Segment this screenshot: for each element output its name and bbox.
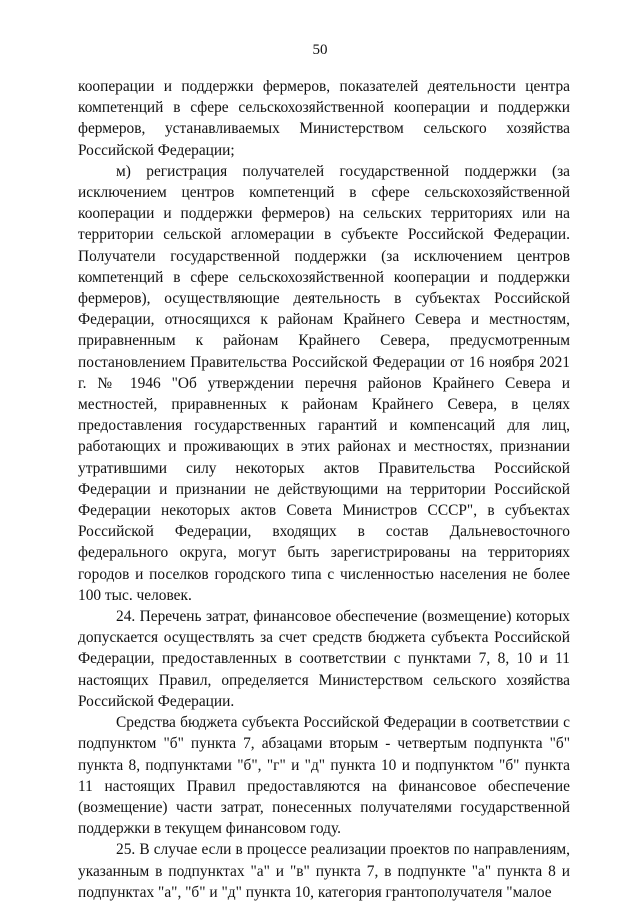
paragraph-item-24: 24. Перечень затрат, финансовое обеспечение (возмещение) которых допускается осуществлять за счет средств бюджета субъекта Российской Федерации, предоставленных в соответствии с пунктами 7, 8, 10 и 11 настоящих Правил, определяется Министерством сельского хозяйства Российской Федерации. — [78, 608, 570, 710]
paragraph-subitem-m: м) регистрация получателей государственной поддержки (за исключением центров компетенций в сфере сельскохозяйственной кооперации и поддержки фермеров) на сельских территориях или на территории сельской агломерации в субъекте Российской Федерации. Получатели государственной поддержки (за исключением центров компетенций в сфере сельскохозяйственной кооперации и поддержки фермеров), осуществляющие деятельность в субъектах Российской Федерации, относящихся к районам Крайнего Севера и местностям, приравненным к районам Крайнего Севера, предусмотренным постановлением Правительства Российской Федерации от 16 ноября 2021 г. № 1946 "Об утверждении перечня районов Крайнего Севера и местностей, приравненных к районам Крайнего Севера, в целях предоставления государственных гарантий и компенсаций для лиц, работающих и проживающих в этих районах и местностях, признании утратившими силу некоторых актов Правительства Российской Федерации и признании не действующими на территории Российской Федерации некоторых актов Совета Министров СССР", в субъектах Российской Федерации, входящих в состав Дальневосточного федерального округа, могут быть зарегистрированы на территориях городов и поселков городского типа с численностью населения не более 100 тыс. человек. — [78, 162, 570, 604]
paragraph-continuation: кооперации и поддержки фермеров, показателей деятельности центра компетенций в сфере сельскохозяйственной кооперации и поддержки фермеров, устанавливаемых Министерством сельского хозяйства Российской Федерации; — [78, 78, 570, 159]
paragraph-budget-funds: Средства бюджета субъекта Российской Федерации в соответствии с подпунктом "б" пункта 7, абзацами вторым - четвертым подпункта "б" пункта 8, подпунктами "б", "г" и "д" пункта 10 и подпунктом "б" пункта 11 настоящих Правил предоставляются на финансовое обеспечение (возмещение) части затрат, понесенных получателями государственной поддержки в текущем финансовом году. — [78, 714, 570, 838]
document-body — [78, 76, 570, 903]
paragraph-item-25: 25. В случае если в процессе реализации проектов по направлениям, указанным в подпунктах "а" и "в" пункта 7, в подпункте "а" пункта 8 и подпунктах "а", "б" и "д" пункта 10, категория грантополучателя "малое — [78, 841, 570, 901]
page-number: 50 — [312, 42, 328, 58]
